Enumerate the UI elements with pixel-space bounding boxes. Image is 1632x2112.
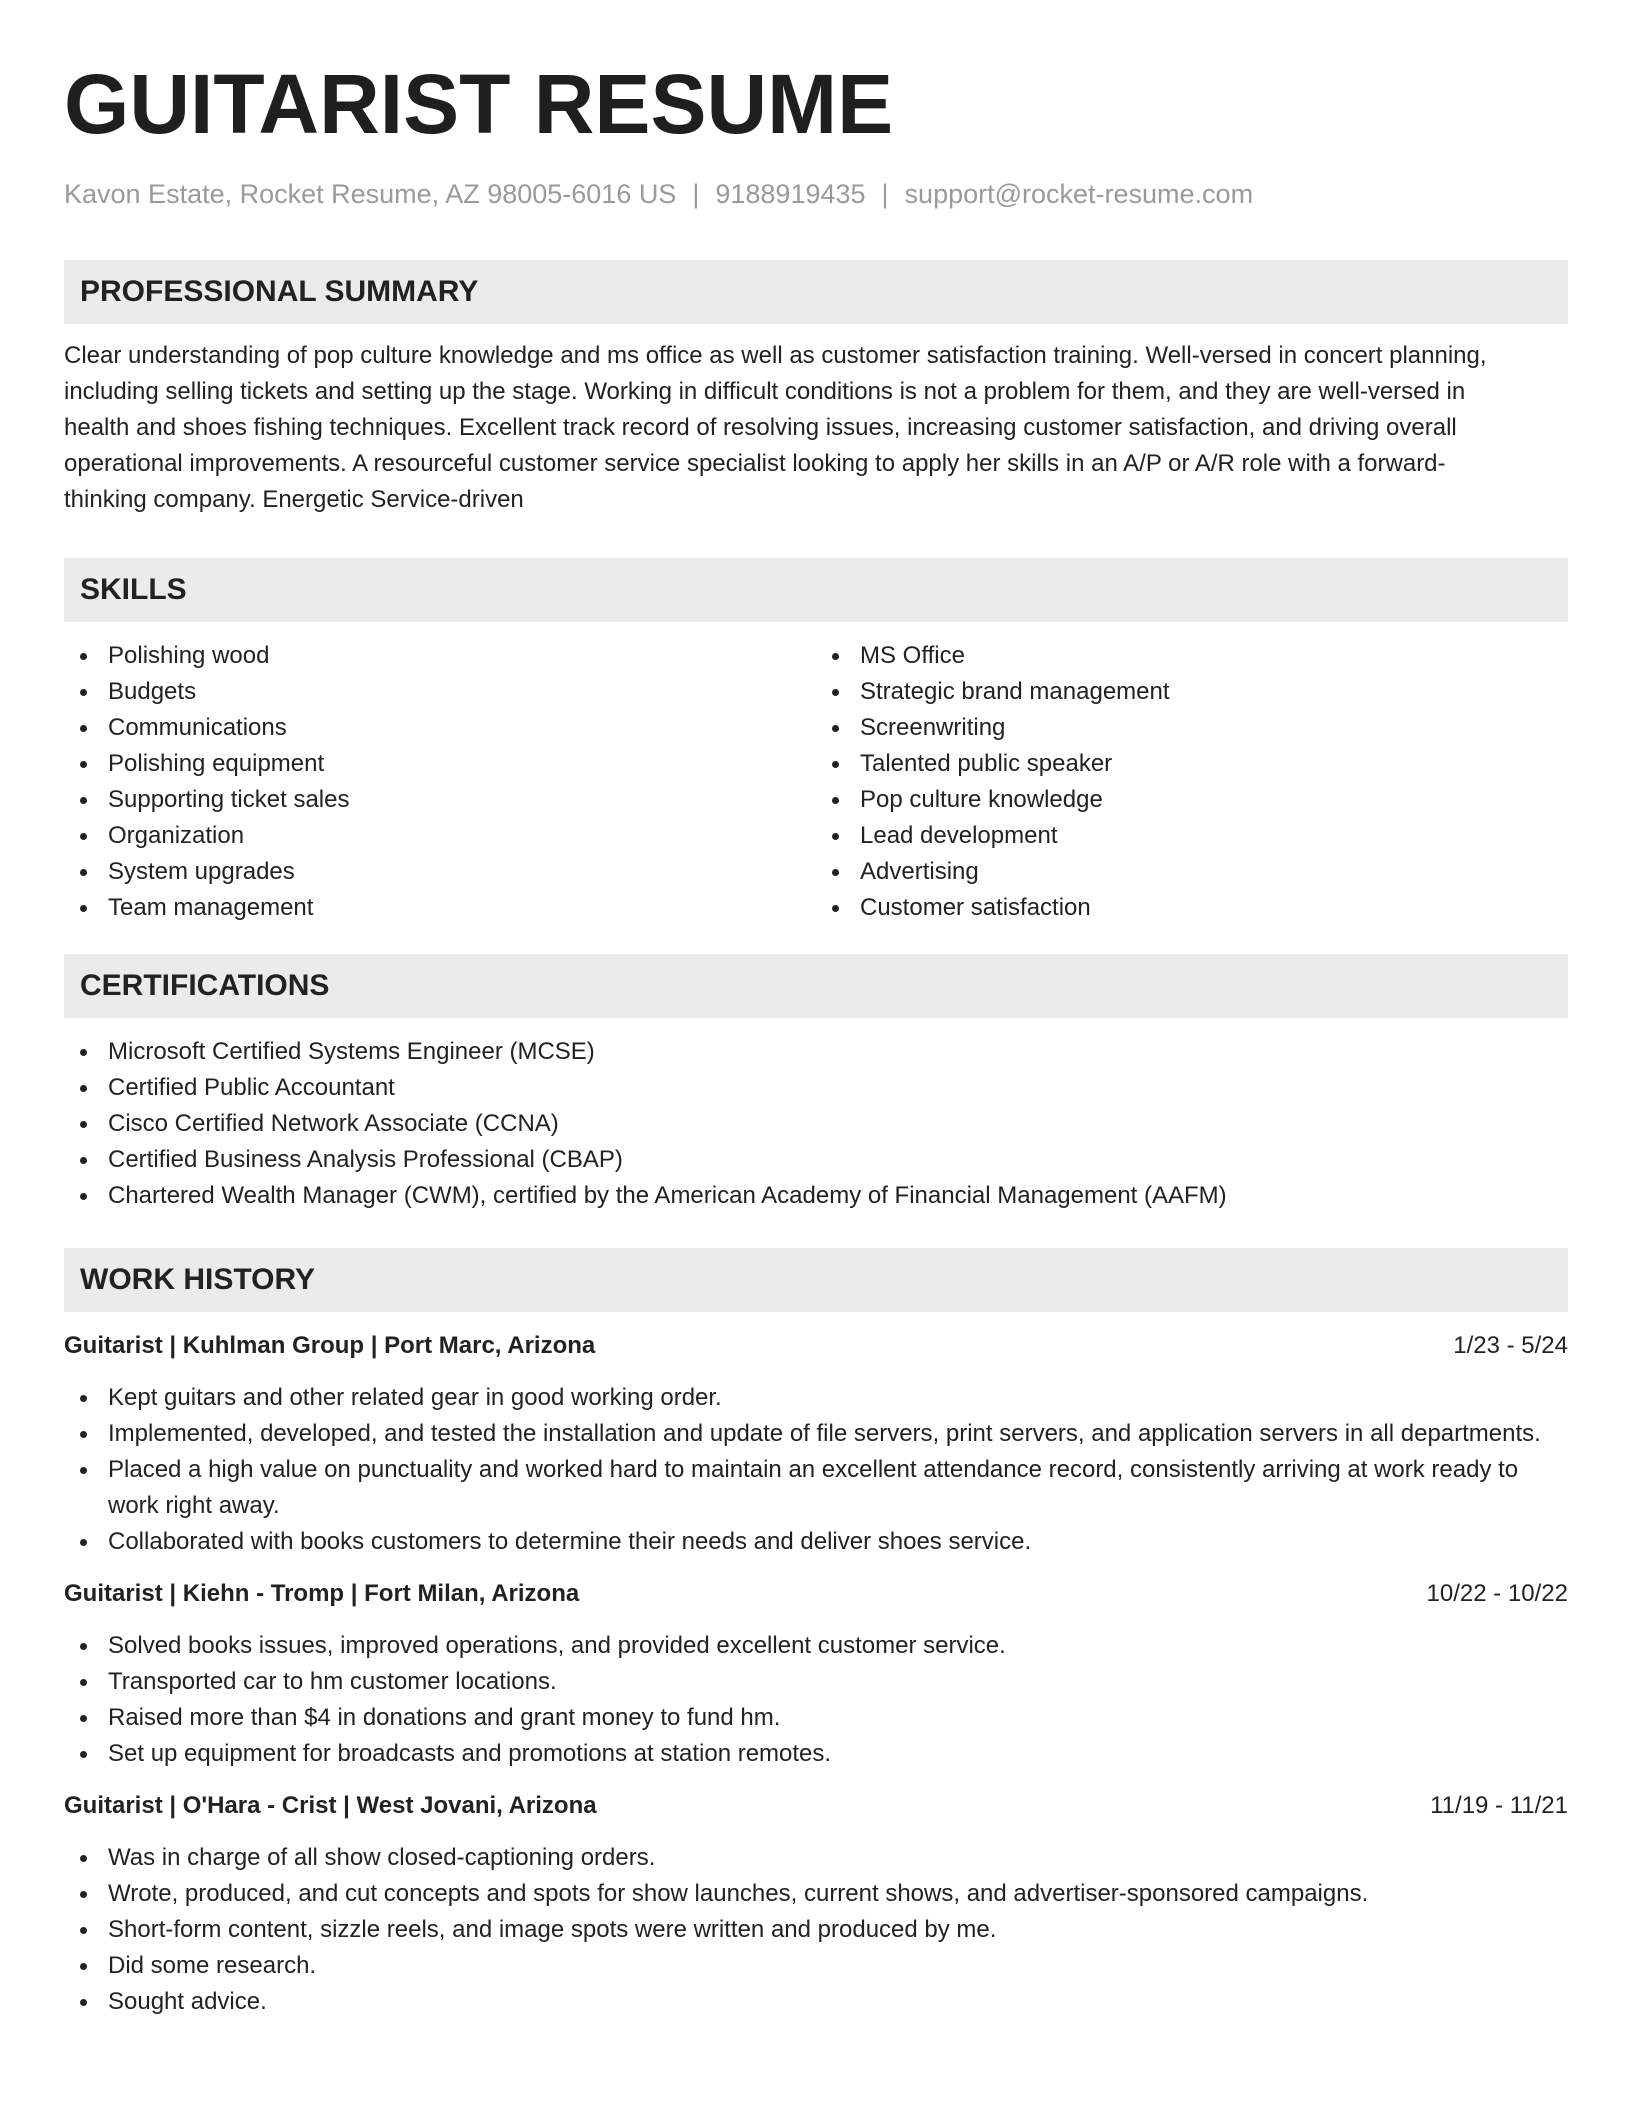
job-entry	[64, 1788, 1568, 2020]
section-header-skills: SKILLS	[64, 558, 1568, 622]
skill-item: Team management	[64, 890, 816, 926]
skill-item: MS Office	[816, 638, 1568, 674]
job-header	[64, 1788, 1568, 1824]
job-entry	[64, 1576, 1568, 1772]
skill-item: System upgrades	[64, 854, 816, 890]
job-bullet: Implemented, developed, and tested the installation and update of file servers, print servers, and application servers in all departments.	[64, 1416, 1568, 1452]
skills-grid	[64, 638, 1568, 926]
job-bullet: Was in charge of all show closed-captioning orders.	[64, 1840, 1568, 1876]
skill-item: Polishing wood	[64, 638, 816, 674]
section-header-summary: PROFESSIONAL SUMMARY	[64, 260, 1568, 324]
job-title: Guitarist | O'Hara - Crist | West Jovani, Arizona	[64, 1792, 597, 1819]
skill-item: Pop culture knowledge	[816, 782, 1568, 818]
job-title: Guitarist | Kiehn - Tromp | Fort Milan, Arizona	[64, 1580, 580, 1607]
skill-item: Customer satisfaction	[816, 890, 1568, 926]
skill-item: Screenwriting	[816, 710, 1568, 746]
skills-list-right	[816, 638, 1568, 926]
job-header	[64, 1576, 1568, 1612]
summary-line: including selling tickets and setting up the stage. Working in difficult conditions is not a problem for them, and they are well-versed in	[64, 378, 1466, 405]
summary-text	[64, 338, 1568, 518]
certification-item: Cisco Certified Network Associate (CCNA)	[64, 1106, 1568, 1142]
summary-line: health and shoes fishing techniques. Excellent track record of resolving issues, increasing customer satisfaction, and driving overall	[64, 414, 1457, 441]
skills-list-left	[64, 638, 816, 926]
section-header-work-history: WORK HISTORY	[64, 1248, 1568, 1312]
job-bullets	[64, 1628, 1568, 1772]
job-bullet: Kept guitars and other related gear in good working order.	[64, 1380, 1568, 1416]
job-bullet: Raised more than $4 in donations and grant money to fund hm.	[64, 1700, 1568, 1736]
skill-item: Talented public speaker	[816, 746, 1568, 782]
job-dates: 10/22 - 10/22	[1426, 1580, 1568, 1607]
skill-item: Organization	[64, 818, 816, 854]
job-bullets	[64, 1380, 1568, 1560]
job-bullets	[64, 1840, 1568, 2020]
summary-line: Clear understanding of pop culture knowledge and ms office as well as customer satisfaction training. Well-versed in concert planning,	[64, 342, 1487, 369]
contact-email[interactable]: support@rocket-resume.com	[904, 179, 1254, 209]
resume-title: GUITARIST RESUME	[64, 57, 894, 151]
job-title: Guitarist | Kuhlman Group | Port Marc, Arizona	[64, 1332, 596, 1359]
job-dates: 11/19 - 11/21	[1430, 1792, 1568, 1819]
job-bullet: Sought advice.	[64, 1984, 1568, 2020]
job-dates: 1/23 - 5/24	[1453, 1332, 1568, 1359]
certification-item: Microsoft Certified Systems Engineer (MCSE)	[64, 1034, 1568, 1070]
certification-item: Certified Public Accountant	[64, 1070, 1568, 1106]
contact-separator: |	[881, 179, 889, 209]
skill-item: Lead development	[816, 818, 1568, 854]
job-bullet: Transported car to hm customer locations.	[64, 1664, 1568, 1700]
job-bullet: Collaborated with books customers to determine their needs and deliver shoes service.	[64, 1524, 1568, 1560]
skill-item: Supporting ticket sales	[64, 782, 816, 818]
contact-separator: |	[692, 179, 700, 209]
skill-item: Polishing equipment	[64, 746, 816, 782]
contact-line	[64, 176, 1568, 212]
summary-line: operational improvements. A resourceful customer service specialist looking to apply her skills in an A/P or A/R role with a forward-	[64, 450, 1446, 477]
skill-item: Strategic brand management	[816, 674, 1568, 710]
job-bullet: Wrote, produced, and cut concepts and spots for show launches, current shows, and advertiser-sponsored campaigns.	[64, 1876, 1568, 1912]
job-bullet: Set up equipment for broadcasts and promotions at station remotes.	[64, 1736, 1568, 1772]
job-header	[64, 1328, 1568, 1364]
job-bullet: Did some research.	[64, 1948, 1568, 1984]
job-bullet: Short-form content, sizzle reels, and image spots were written and produced by me.	[64, 1912, 1568, 1948]
skill-item: Communications	[64, 710, 816, 746]
summary-line: thinking company. Energetic Service-driven	[64, 486, 524, 513]
certification-item: Chartered Wealth Manager (CWM), certified by the American Academy of Financial Management (AAFM)	[64, 1178, 1568, 1214]
contact-phone: 9188919435	[715, 179, 866, 209]
certification-item: Certified Business Analysis Professional (CBAP)	[64, 1142, 1568, 1178]
skill-item: Budgets	[64, 674, 816, 710]
job-bullet: Placed a high value on punctuality and worked hard to maintain an excellent attendance record, consistently arriving at work ready to work right away.	[64, 1452, 1568, 1524]
certifications-list	[64, 1034, 1568, 1214]
contact-address: Kavon Estate, Rocket Resume, AZ 98005-6016 US	[64, 179, 677, 209]
section-header-certifications: CERTIFICATIONS	[64, 954, 1568, 1018]
job-bullet: Solved books issues, improved operations, and provided excellent customer service.	[64, 1628, 1568, 1664]
skill-item: Advertising	[816, 854, 1568, 890]
job-entry	[64, 1328, 1568, 1560]
